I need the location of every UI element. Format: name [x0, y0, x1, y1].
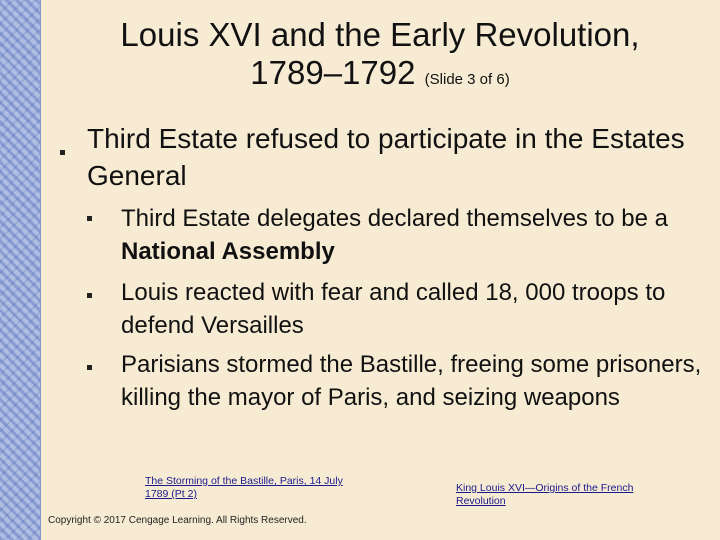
- title-years: 1789–1792: [250, 54, 416, 91]
- copyright-notice: Copyright © 2017 Cengage Learning. All Rights Reserved.: [48, 515, 307, 526]
- decorative-left-border: [0, 0, 41, 540]
- sub-bullet-1-text: Third Estate delegates declared themselves to be a: [121, 205, 668, 232]
- slide-number: (Slide 3 of 6): [424, 71, 510, 88]
- louis-xvi-video-link[interactable]: King Louis XVI—Origins of the French Revolution: [456, 482, 634, 507]
- title-line-1: Louis XVI and the Early Revolution,: [120, 16, 640, 53]
- sub-bullet-marker: [87, 216, 92, 221]
- sub-bullet-marker: [87, 365, 92, 370]
- sub-bullet-3: Parisians stormed the Bastille, freeing some prisoners, killing the mayor of Paris, and seizing weapons: [121, 351, 702, 411]
- bastille-video-link[interactable]: The Storming of the Bastille, Paris, 14 July 1789 (Pt 2): [145, 475, 343, 500]
- national-assembly-bold: National Assembly: [121, 238, 335, 265]
- sub-bullet-1: [121, 202, 706, 268]
- slide-title: [60, 16, 700, 99]
- bullet-marker: [60, 150, 65, 155]
- sub-bullet-marker: [87, 293, 92, 298]
- sub-bullet-2: Louis reacted with fear and called 18, 000 troops to defend Versailles: [121, 279, 666, 339]
- title-line-2: [60, 54, 700, 99]
- main-bullet: Third Estate refused to participate in the Estates General: [87, 123, 685, 191]
